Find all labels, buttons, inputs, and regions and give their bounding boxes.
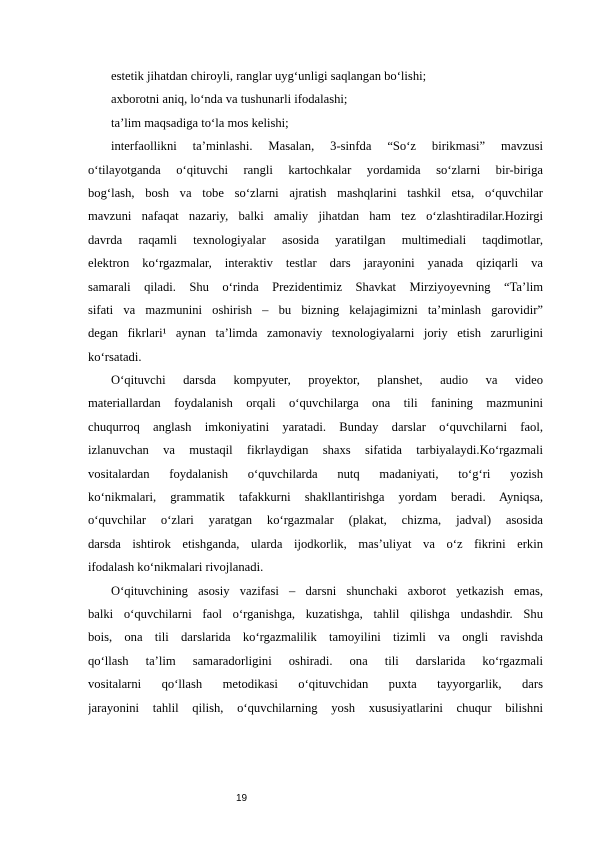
text-line: ko‘nikmalari, grammatik tafakkurni shakllantirishga yordam beradi. Ayniqsa, [88, 490, 543, 505]
text-line: materiallardan foydalanish orqali o‘quvchilarga ona tili fanining mazmunini [88, 396, 543, 411]
body-text [88, 65, 543, 720]
page-number: 19 [236, 793, 248, 804]
text-line: izlanuvchan va mustaqil fikrlaydigan shaxs sifatida tarbiyalaydi.Ko‘rgazmali [88, 443, 543, 458]
text-line: mavzuni nafaqat nazariy, balki amaliy jihatdan ham tez o‘zlashtiradilar.Hozirgi [88, 209, 543, 224]
text-line: vositalardan foydalanish o‘quvchilarda nutq madaniyati, to‘g‘ri yozish [88, 466, 543, 481]
text-line: ta’lim maqsadiga to‘la mos kelishi; [111, 115, 289, 130]
text-line: qo‘llash ta’lim samaradorligini oshiradi. ona tili darslarida ko‘rgazmali [88, 653, 543, 668]
text-line: vositalarni qo‘llash metodikasi o‘qituvchidan puxta tayyorgarlik, dars [88, 677, 543, 692]
text-line: axborotni aniq, lo‘nda va tushunarli ifodalashi; [111, 92, 348, 107]
text-line: davrda raqamli texnologiyalar asosida yaratilgan multimediali taqdimotlar, [88, 232, 543, 247]
text-line: darsda ishtirok etishganda, ularda ijodkorlik, mas’uliyat va o‘z fikrini erkin [88, 536, 543, 551]
text-line: degan fikrlari¹ aynan ta’limda zamonaviy texnologiyalarni joriy etish zarurligini [88, 326, 543, 341]
text-line: o‘tilayotganda o‘qituvchi rangli kartochkalar yordamida so‘zlarni bir-biriga [88, 162, 543, 177]
text-line: samarali qiladi. Shu o‘rinda Prezidentimiz Shavkat Mirziyoyevning “Ta’lim [88, 279, 543, 294]
text-line: bog‘lash, bosh va tobe so‘zlarni ajratish mashqlarini tashkil etsa, o‘quvchilar [88, 185, 543, 200]
text-line: ifodalash ko‘nikmalari rivojlanadi. [88, 560, 264, 575]
text-line: bois, ona tili darslarida ko‘rgazmalilik tamoyilini tizimli va ongli ravishda [88, 630, 543, 645]
text-line: ko‘rsatadi. [88, 349, 142, 364]
text-line: sifati va mazmunini oshirish – bu bizning kelajagimizni ta’minlash garovidir” [88, 302, 543, 317]
text-line: O‘qituvchining asosiy vazifasi – darsni shunchaki axborot yetkazish emas, [111, 583, 543, 598]
text-line: chuqurroq anglash imkoniyatini yaratadi. Bunday darslar o‘quvchilarni faol, [88, 419, 543, 434]
text-line: O‘qituvchi darsda kompyuter, proyektor, planshet, audio va video [111, 373, 543, 388]
text-line: o‘quvchilar o‘zlari yaratgan ko‘rgazmalar (plakat, chizma, jadval) asosida [88, 513, 543, 528]
text-line: interfaollikni ta’minlashi. Masalan, 3-sinfda “So‘z birikmasi” mavzusi [111, 139, 543, 154]
text-line: elektron ko‘rgazmalar, interaktiv testlar dars jarayonini yanada qiziqarli va [88, 256, 543, 271]
text-line: jarayonini tahlil qilish, o‘quvchilarning yosh xususiyatlarini chuqur bilishni [88, 700, 543, 715]
text-line: balki o‘quvchilarni faol o‘rganishga, kuzatishga, tahlil qilishga undashdir. Shu [88, 606, 543, 621]
text-line: estetik jihatdan chiroyli, ranglar uyg‘unligi saqlangan bo‘lishi; [111, 69, 427, 83]
